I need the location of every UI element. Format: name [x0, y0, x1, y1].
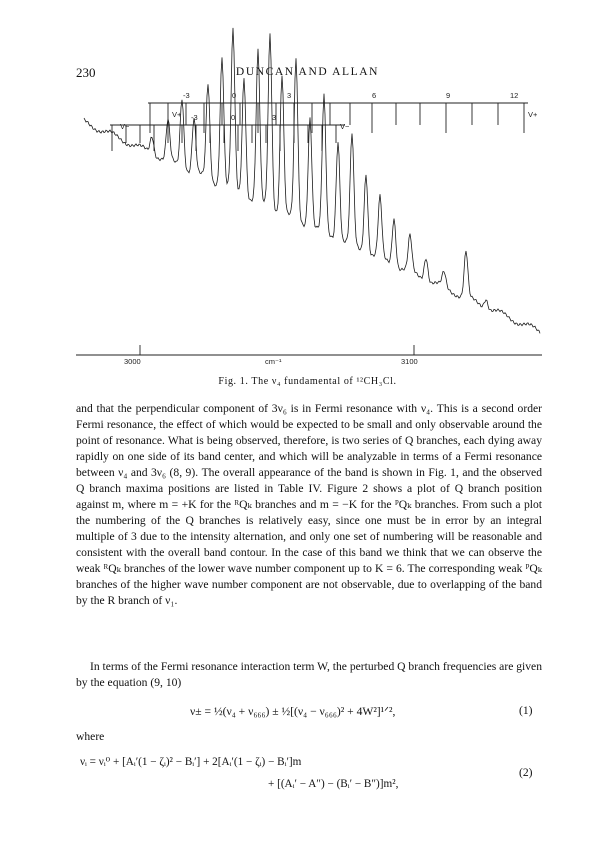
- upper-ladder: [148, 103, 528, 133]
- lower-tick-label: 3: [272, 113, 277, 122]
- upper-tick-label: 0: [232, 91, 237, 100]
- axis-label-3000: 3000: [124, 357, 141, 366]
- ladder-label-v-minus: V−: [120, 122, 130, 131]
- figure-caption: Fig. 1. The ν₄ fundamental of ¹²CH₃Cl.: [218, 376, 397, 387]
- equation-1-number: (1): [519, 704, 533, 717]
- equation-2-number: (2): [519, 766, 533, 779]
- upper-tick-label: 6: [372, 91, 377, 100]
- paragraph-1: and that the perpendicular component of 3ν₆ is in Fermi resonance with ν₄. This is a second order Fermi resonance, the effect of which would be expected to be small and only observable around the point of resonance. What is being observed, therefore, is two series of Q branches, each dying away rapidly on one side of its band center, and which will be analyzable in terms of a Fermi resonance between ν₄ and 3ν₆ (8, 9). The overall appearance of the band is shown in Fig. 1, and the observed Q branch maxima positions are listed in Table IV. Figure 2 shows a plot of Q branch position against m, where m = +K for the ᴿQₖ branches and m = −K for the ᴾQₖ branches. From such a plot the numbering of the Q branches is relatively easy, since one must be in error by an integral multiple of 3 due to the intensity alternation, and only one set of numbering will be reasonable and consistent with the overall band contour. In the case of this band we think that we can observe the weak ᴿQₖ branches of the lower wave number component up to K = 6. The corresponding weak ᴾQₖ branches of the higher wave number component are not observable, due to overlapping of the band by the R branch of ν₁.: [76, 402, 542, 607]
- lower-ladder-label-v-minus: V−: [340, 122, 350, 131]
- page-number: 230: [76, 65, 96, 80]
- body-paragraph-2: [76, 659, 542, 691]
- upper-tick-label: 9: [446, 91, 451, 100]
- axis-label-3100: 3100: [401, 357, 418, 366]
- spectrum-figure: [0, 0, 615, 400]
- body-paragraph-1: [76, 401, 542, 609]
- running-title: DUNCAN AND ALLAN: [235, 66, 380, 78]
- upper-tick-label: 12: [510, 91, 519, 100]
- where-label: where: [76, 730, 105, 743]
- axis-unit-label: cm⁻¹: [265, 357, 282, 366]
- equation-2-line-1: νᵢ = νᵢ⁰ + [Aᵢ′(1 − ζᵢ)² − Bᵢ′] + 2[Aᵢ′(1 − ζᵢ) − Bᵢ′]m: [80, 756, 302, 768]
- equation-1: ν± = ½(ν₄ + ν₆₆₆) ± ½[(ν₄ − ν₆₆₆)² + 4W²]¹ᐟ²,: [190, 705, 396, 718]
- upper-tick-label: 3: [287, 91, 292, 100]
- lower-tick-label: -3: [191, 113, 198, 122]
- lower-ladder: [110, 125, 345, 151]
- upper-tick-label: -3: [183, 91, 190, 100]
- lower-tick-label: 0: [231, 113, 236, 122]
- ladder-label-v-plus-left: V+: [172, 110, 182, 119]
- ladder-label-v-plus-right: V+: [528, 110, 538, 119]
- spectrum-trace: [84, 28, 540, 334]
- equation-2-line-2: + [(Aᵢ′ − A″) − (Bᵢ′ − B″)]m²,: [268, 778, 399, 790]
- paragraph-2: In terms of the Fermi resonance interaction term W, the perturbed Q branch frequencies are given by the equation (9, 10): [76, 660, 542, 689]
